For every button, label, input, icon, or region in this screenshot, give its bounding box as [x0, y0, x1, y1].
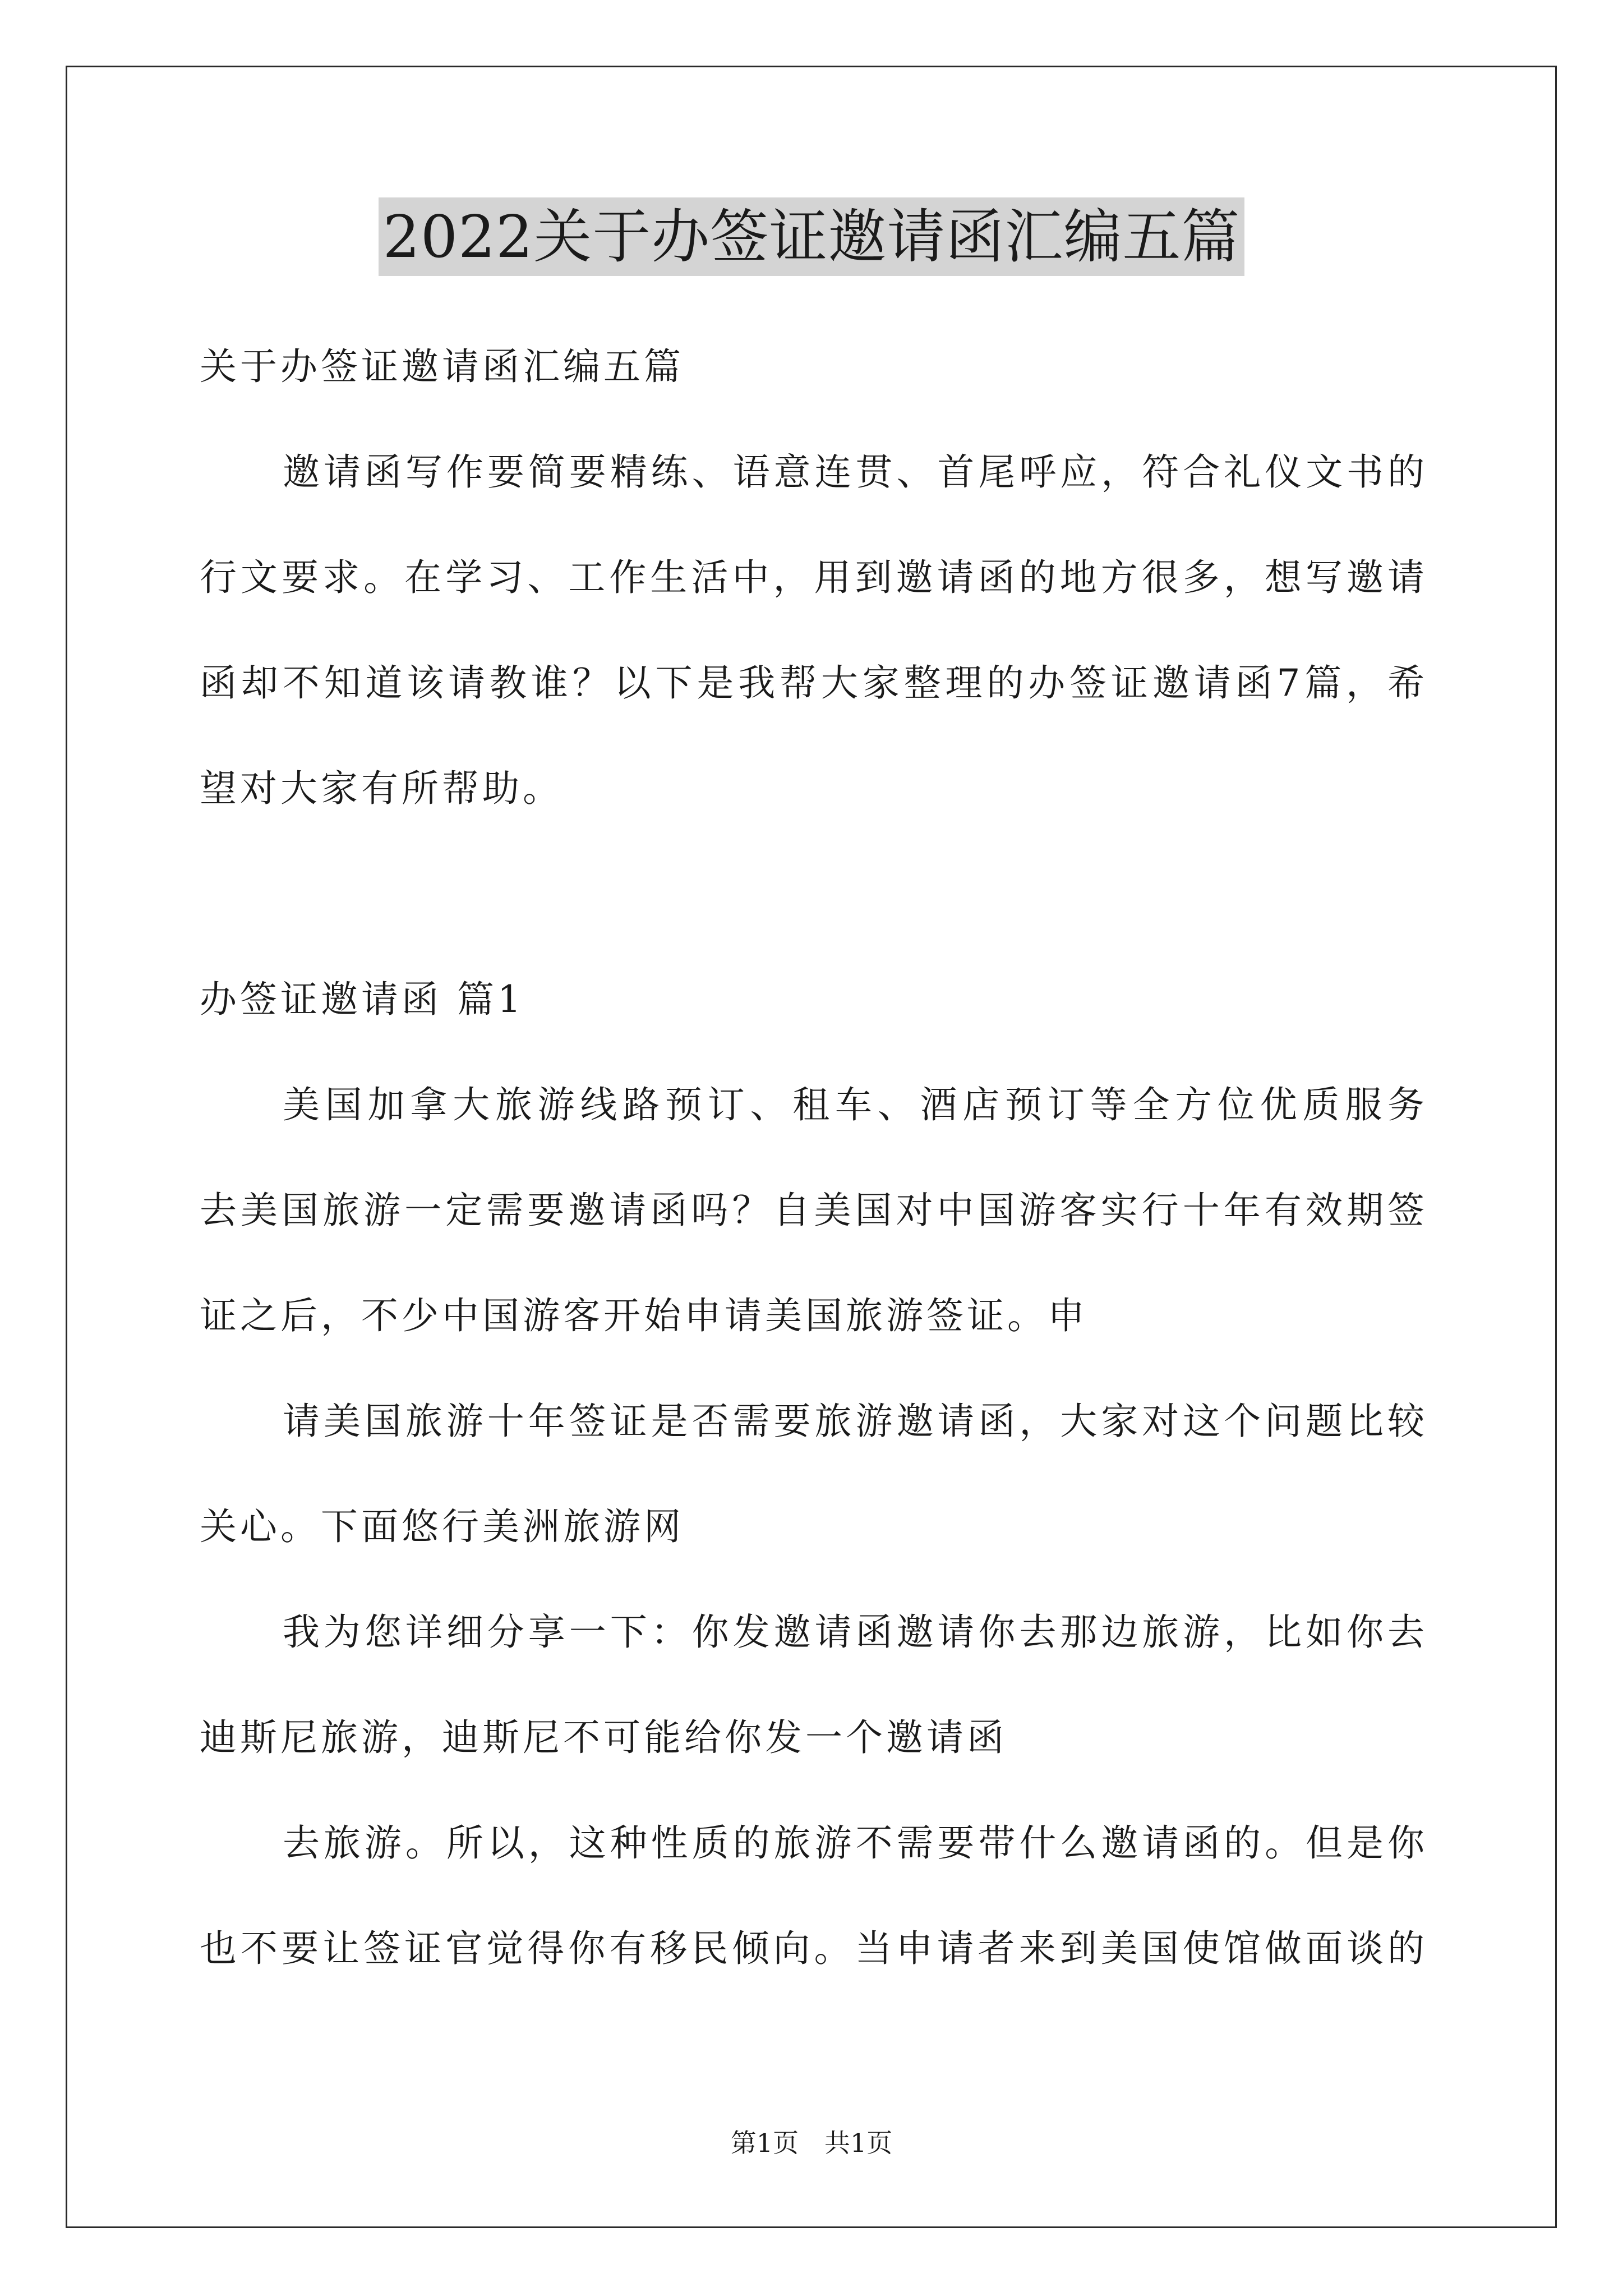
- section-heading: 办签证邀请函 篇1: [200, 978, 524, 1021]
- intro-line: 望对大家有所帮助。: [200, 767, 563, 810]
- body-line: 关心。下面悠行美洲旅游网: [200, 1505, 684, 1548]
- body-line: 我为您详细分享一下：你发邀请函邀请你去那边旅游，比如你去: [283, 1611, 1428, 1654]
- document-title: 2022关于办签证邀请函汇编五篇: [379, 197, 1245, 276]
- body-line: 去旅游。所以，这种性质的旅游不需要带什么邀请函的。但是你: [283, 1821, 1428, 1865]
- document-subtitle: 关于办签证邀请函汇编五篇: [200, 345, 684, 388]
- intro-line: 函却不知道该请教谁？以下是我帮大家整理的办签证邀请函7篇，希: [200, 661, 1428, 705]
- body-line: 证之后，不少中国游客开始申请美国旅游签证。申: [200, 1294, 1088, 1337]
- document-body: [200, 314, 1428, 2001]
- intro-line: 行文要求。在学习、工作生活中，用到邀请函的地方很多，想写邀请: [200, 556, 1428, 599]
- body-line: 美国加拿大旅游线路预订、租车、酒店预订等全方位优质服务: [283, 1083, 1428, 1126]
- intro-line: 邀请函写作要简要精练、语意连贯、首尾呼应，符合礼仪文书的: [283, 450, 1428, 494]
- page-footer: 第1页 共1页: [730, 2128, 893, 2158]
- body-line: 迪斯尼旅游，迪斯尼不可能给你发一个邀请函: [200, 1716, 1007, 1759]
- body-line: 请美国旅游十年签证是否需要旅游邀请函，大家对这个问题比较: [283, 1400, 1428, 1443]
- title-container: [0, 197, 1623, 276]
- body-line: 去美国旅游一定需要邀请函吗？自美国对中国游客实行十年有效期签: [200, 1189, 1428, 1232]
- body-line: 也不要让签证官觉得你有移民倾向。当申请者来到美国使馆做面谈的: [200, 1927, 1428, 1970]
- spacer: [200, 841, 1428, 947]
